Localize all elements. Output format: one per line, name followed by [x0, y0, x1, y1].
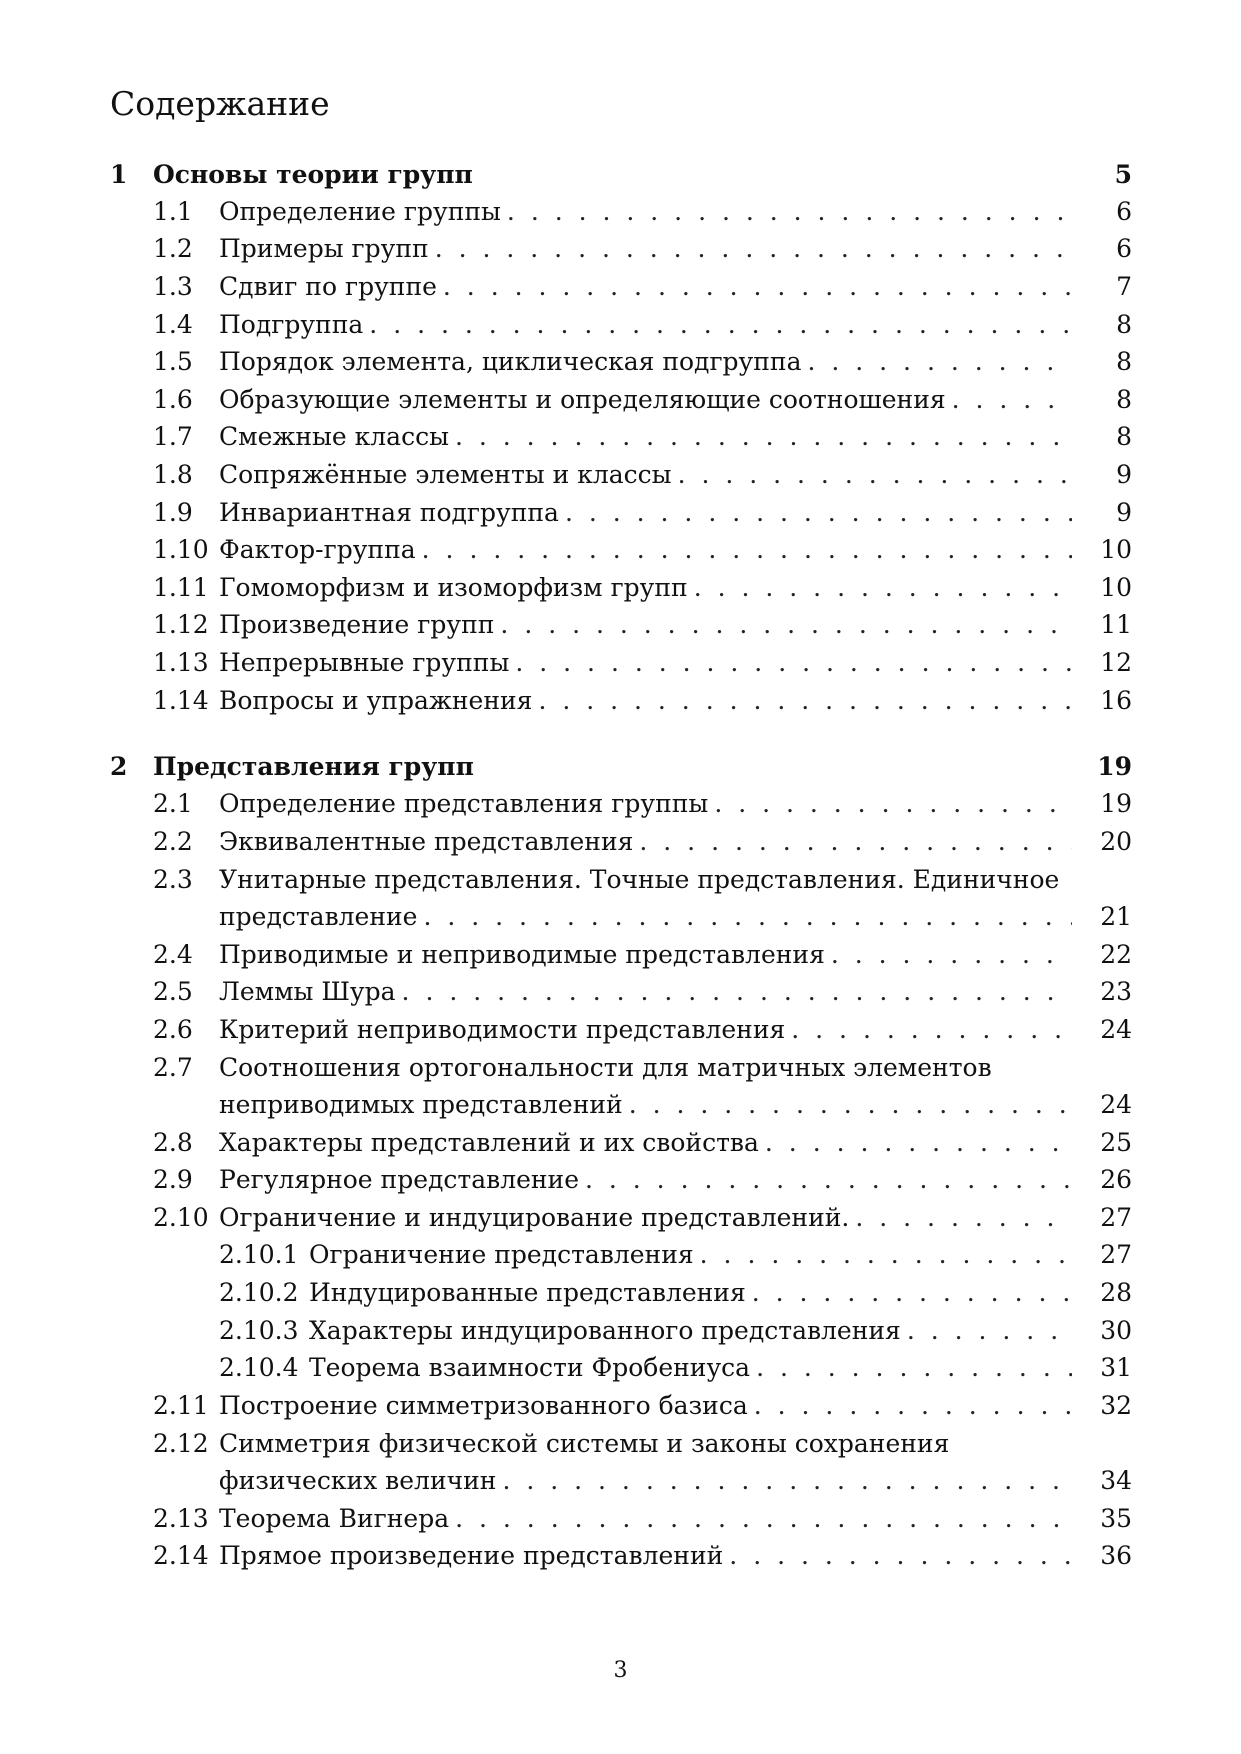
section-page: 11 [1100, 610, 1132, 639]
section-number: 1.11 [153, 573, 209, 602]
section-number: 1.13 [153, 648, 209, 677]
section-title: Сопряжённые элементы и классы [219, 460, 672, 489]
section-number: 1.12 [153, 610, 209, 639]
section-number: 2.2 [153, 827, 193, 856]
toc-entry-2-13[interactable] [153, 1502, 1132, 1536]
section-page: 20 [1100, 827, 1132, 856]
section-number: 1.2 [153, 234, 193, 263]
leader-dots [907, 1314, 1072, 1348]
section-title: неприводимых представлений [219, 1090, 623, 1119]
section-title: представление [219, 902, 418, 931]
section-number: 1.6 [153, 385, 193, 414]
leader-dots [402, 975, 1072, 1009]
chapter-page: 5 [1114, 160, 1132, 189]
toc-entry-1-14[interactable] [153, 684, 1132, 718]
section-number: 1.9 [153, 498, 193, 527]
subsection-page: 28 [1100, 1278, 1132, 1307]
toc-entry-1-3[interactable] [153, 270, 1132, 304]
section-title: Построение симметризованного базиса [219, 1391, 748, 1420]
leader-dots [455, 1502, 1072, 1536]
section-title-line1: Соотношения ортогональности для матричных элементов [219, 1053, 992, 1082]
section-title: Теорема Вигнера [219, 1504, 450, 1533]
toc-entry-1-4[interactable] [153, 308, 1132, 342]
page-title: Содержание [110, 84, 330, 123]
section-page: 23 [1100, 977, 1132, 1006]
subsection-number: 2.10.4 [219, 1353, 299, 1382]
leader-dots [700, 1238, 1072, 1272]
section-page: 6 [1116, 234, 1132, 263]
leader-dots [729, 1539, 1072, 1573]
section-title: Ограничение и индуцирование представлений. [219, 1203, 850, 1232]
leader-dots [831, 938, 1072, 972]
section-title: Вопросы и упражнения [219, 686, 533, 715]
leader-dots [507, 195, 1072, 229]
section-number: 1.14 [153, 686, 209, 715]
toc-entry-2-10-1[interactable] [219, 1238, 1132, 1272]
section-title: Порядок элемента, циклическая подгруппа [219, 347, 802, 376]
leader-dots [435, 232, 1072, 266]
section-number: 2.14 [153, 1541, 209, 1570]
section-number: 1.8 [153, 460, 193, 489]
section-page: 9 [1116, 460, 1132, 489]
leader-dots [756, 1351, 1072, 1385]
subsection-page: 30 [1100, 1316, 1132, 1345]
subsection-page: 31 [1100, 1353, 1132, 1382]
leader-dots [807, 345, 1072, 379]
section-page: 6 [1116, 197, 1132, 226]
toc-entry-1-10[interactable] [153, 533, 1132, 567]
section-title: Леммы Шура [219, 977, 396, 1006]
leader-dots [538, 684, 1072, 718]
leader-dots [678, 458, 1072, 492]
toc-entry-2-7[interactable] [153, 1053, 1132, 1122]
leader-dots [585, 1163, 1072, 1197]
section-title: Образующие элементы и определяющие соотношения [219, 385, 946, 414]
section-number: 2.6 [153, 1015, 193, 1044]
section-title: Критерий неприводимости представления [219, 1015, 786, 1044]
section-page: 34 [1100, 1466, 1132, 1495]
toc-entry-2-14[interactable] [153, 1539, 1132, 1573]
leader-dots [752, 1276, 1072, 1310]
toc-entry-2-12[interactable] [153, 1429, 1132, 1498]
subsection-title: Теорема взаимности Фробениуса [309, 1353, 751, 1382]
section-title: Регулярное представление [219, 1165, 579, 1194]
toc-entry-1-6[interactable] [153, 383, 1132, 417]
page-number: 3 [613, 1658, 628, 1683]
leader-dots [765, 1126, 1072, 1160]
leader-dots [694, 571, 1072, 605]
section-title: Непрерывные группы [219, 648, 510, 677]
section-number: 2.3 [153, 865, 193, 894]
leader-dots [791, 1013, 1072, 1047]
section-page: 24 [1100, 1090, 1132, 1119]
toc-entry-2-3[interactable] [153, 865, 1132, 934]
chapter-page: 19 [1097, 752, 1132, 781]
toc-entry-1-8[interactable] [153, 458, 1132, 492]
section-page: 24 [1100, 1015, 1132, 1044]
section-page: 8 [1116, 310, 1132, 339]
subsection-page: 27 [1100, 1240, 1132, 1269]
leader-dots [502, 1464, 1072, 1498]
toc-entry-1-2[interactable] [153, 232, 1132, 266]
chapter-title: Представления групп [153, 752, 474, 781]
leader-dots [423, 900, 1072, 934]
section-title: Приводимые и неприводимые представления [219, 940, 825, 969]
chapter-title: Основы теории групп [153, 160, 473, 189]
toc-entry-2-1[interactable] [153, 787, 1132, 821]
leader-dots [639, 825, 1072, 859]
toc-entry-1-12[interactable] [153, 608, 1132, 642]
toc-entry-1-5[interactable] [153, 345, 1132, 379]
section-page: 9 [1116, 498, 1132, 527]
subsection-title: Индуцированные представления [309, 1278, 746, 1307]
subsection-title: Характеры индуцированного представления [309, 1316, 901, 1345]
toc-entry-2-2[interactable] [153, 825, 1132, 859]
section-title: Смежные классы [219, 422, 449, 451]
chapter-number: 2 [110, 752, 128, 781]
subsection-number: 2.10.3 [219, 1316, 299, 1345]
section-title: Инвариантная подгруппа [219, 498, 559, 527]
section-page: 27 [1100, 1203, 1132, 1232]
section-number: 2.5 [153, 977, 193, 1006]
section-page: 16 [1100, 686, 1132, 715]
section-number: 2.8 [153, 1128, 193, 1157]
toc-entry-1-7[interactable] [153, 420, 1132, 454]
section-number: 2.1 [153, 789, 193, 818]
leader-dots [952, 383, 1072, 417]
section-page: 8 [1116, 347, 1132, 376]
section-page: 19 [1100, 789, 1132, 818]
leader-dots [515, 646, 1072, 680]
section-title: Характеры представлений и их свойства [219, 1128, 759, 1157]
toc-entry-1-11[interactable] [153, 571, 1132, 605]
section-number: 2.11 [153, 1391, 209, 1420]
section-title-line1: Унитарные представления. Точные представления. Единичное [219, 865, 1060, 894]
subsection-number: 2.10.1 [219, 1240, 299, 1269]
section-title: Эквивалентные представления [219, 827, 634, 856]
section-number: 1.10 [153, 535, 209, 564]
leader-dots [754, 1389, 1072, 1423]
subsection-number: 2.10.2 [219, 1278, 299, 1307]
section-page: 10 [1100, 535, 1132, 564]
section-number: 1.1 [153, 197, 193, 226]
leader-dots [500, 608, 1072, 642]
section-page: 36 [1100, 1541, 1132, 1570]
section-page: 12 [1100, 648, 1132, 677]
section-number: 1.4 [153, 310, 193, 339]
toc-entry-2-10-2[interactable] [219, 1276, 1132, 1310]
section-page: 8 [1116, 422, 1132, 451]
toc-entry-1-9[interactable] [153, 496, 1132, 530]
leader-dots [565, 496, 1072, 530]
toc-entry-1-13[interactable] [153, 646, 1132, 680]
toc-entry-1-1[interactable] [153, 195, 1132, 229]
leader-dots [714, 787, 1072, 821]
section-number: 2.7 [153, 1053, 193, 1082]
leader-dots [629, 1088, 1072, 1122]
section-title: Сдвиг по группе [219, 272, 437, 301]
section-number: 2.12 [153, 1429, 209, 1458]
section-title: Фактор-группа [219, 535, 416, 564]
section-page: 32 [1100, 1391, 1132, 1420]
section-title: Примеры групп [219, 234, 429, 263]
section-number: 2.9 [153, 1165, 193, 1194]
section-title-line1: Симметрия физической системы и законы сохранения [219, 1429, 950, 1458]
toc-entry-2-8[interactable] [153, 1126, 1132, 1160]
toc-entry-2-6[interactable] [153, 1013, 1132, 1047]
toc-entry-2-9[interactable] [153, 1163, 1132, 1197]
section-title: Подгруппа [219, 310, 364, 339]
toc-entry-2-11[interactable] [153, 1389, 1132, 1423]
leader-dots [455, 420, 1072, 454]
section-title: Прямое произведение представлений [219, 1541, 724, 1570]
toc-entry-2-10-4[interactable] [219, 1351, 1132, 1385]
section-number: 2.13 [153, 1504, 209, 1533]
toc-entry-2-5[interactable] [153, 975, 1132, 1009]
section-page: 25 [1100, 1128, 1132, 1157]
leader-dots [443, 270, 1072, 304]
section-page: 35 [1100, 1504, 1132, 1533]
section-page: 10 [1100, 573, 1132, 602]
section-number: 2.10 [153, 1203, 209, 1232]
section-page: 22 [1100, 940, 1132, 969]
toc-entry-2-10-3[interactable] [219, 1314, 1132, 1348]
toc-entry-2-10[interactable] [153, 1201, 1132, 1235]
leader-dots [422, 533, 1072, 567]
section-number: 1.5 [153, 347, 193, 376]
section-title: Гомоморфизм и изоморфизм групп [219, 573, 688, 602]
section-number: 1.7 [153, 422, 193, 451]
leader-dots [369, 308, 1072, 342]
section-title: Определение представления группы [219, 789, 709, 818]
section-page: 8 [1116, 385, 1132, 414]
section-page: 7 [1116, 272, 1132, 301]
toc-entry-2-4[interactable] [153, 938, 1132, 972]
leader-dots [855, 1201, 1072, 1235]
section-title: Произведение групп [219, 610, 495, 639]
toc-chapter-1[interactable] [110, 160, 1132, 194]
section-page: 21 [1100, 902, 1132, 931]
chapter-number: 1 [110, 160, 128, 189]
section-title: физических величин [219, 1466, 497, 1495]
section-number: 1.3 [153, 272, 193, 301]
section-title: Определение группы [219, 197, 501, 226]
toc-chapter-2[interactable] [110, 752, 1132, 786]
section-number: 2.4 [153, 940, 193, 969]
section-page: 26 [1100, 1165, 1132, 1194]
subsection-title: Ограничение представления [309, 1240, 694, 1269]
